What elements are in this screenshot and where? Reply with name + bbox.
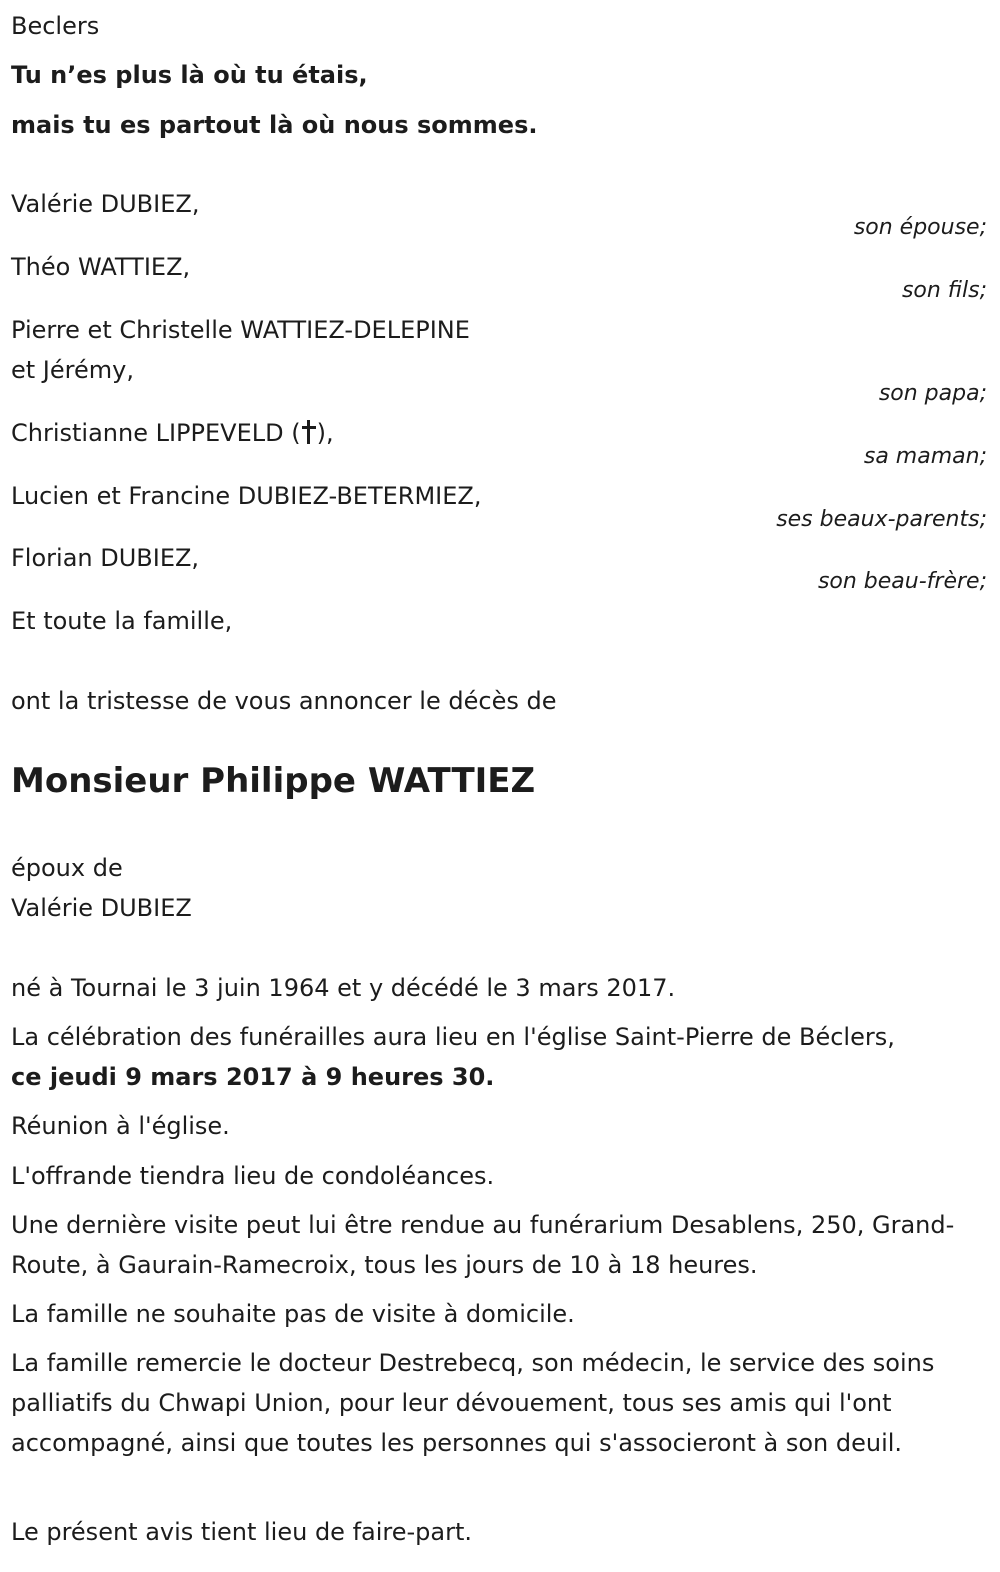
- family-member-relation: ses beaux-parents;: [776, 507, 987, 532]
- funeral-intro: La célébration des funérailles aura lieu en l'église Saint-Pierre de Béclers,: [11, 1023, 895, 1051]
- family-closing: Et toute la famille,: [11, 607, 233, 635]
- name-suffix: ),: [316, 419, 334, 447]
- family-member-relation: son papa;: [878, 381, 987, 406]
- meeting-info: Réunion à l'église.: [11, 1112, 230, 1140]
- family-member-relation: son fils;: [901, 278, 987, 303]
- family-member-name: Lucien et Francine DUBIEZ-BETERMIEZ,: [11, 482, 482, 510]
- verse-line-2: mais tu es partout là où nous sommes.: [11, 111, 538, 139]
- family-member-name-cont: et Jérémy,: [11, 356, 134, 384]
- spouse-label: époux de: [11, 854, 123, 882]
- spouse-name: Valérie DUBIEZ: [11, 894, 192, 922]
- funeral-date: ce jeudi 9 mars 2017 à 9 heures 30.: [11, 1063, 495, 1091]
- family-member-relation: son beau-frère;: [817, 569, 987, 594]
- family-member-name: Valérie DUBIEZ,: [11, 190, 200, 218]
- offering-info: L'offrande tiendra lieu de condoléances.: [11, 1162, 495, 1190]
- location: Beclers: [11, 12, 100, 40]
- verse-line-1: Tu n’es plus là où tu étais,: [11, 61, 368, 89]
- name-prefix: Christianne LIPPEVELD (: [11, 419, 301, 447]
- no-home-visit: La famille ne souhaite pas de visite à domicile.: [11, 1300, 575, 1328]
- deceased-name: Monsieur Philippe WATTIEZ: [11, 761, 536, 801]
- family-member-name: Pierre et Christelle WATTIEZ-DELEPINE: [11, 316, 470, 344]
- notice: Le présent avis tient lieu de faire-part.: [11, 1518, 473, 1546]
- family-member-name: Florian DUBIEZ,: [11, 544, 200, 572]
- family-member-relation: son épouse;: [853, 215, 987, 240]
- visit-info: Une dernière visite peut lui être rendue au funérarium Desablens, 250, Grand-Route, à Gaurain-Ramecroix, tous les jours de 10 à 18 heures.: [11, 1211, 955, 1279]
- family-member-relation: sa maman;: [863, 444, 987, 469]
- thanks: La famille remercie le docteur Destrebecq, son médecin, le service des soins palliatifs du Chwapi Union, pour leur dévouement, tous ses amis qui l'ont accompagné, ainsi que toutes les personnes qui s'associeront à son deuil.: [11, 1349, 935, 1457]
- cross-icon: [302, 420, 316, 444]
- family-member-name: [11, 413, 334, 453]
- family-member-name: Théo WATTIEZ,: [11, 253, 191, 281]
- announcement: ont la tristesse de vous annoncer le décès de: [11, 687, 557, 715]
- birth-death: né à Tournai le 3 juin 1964 et y décédé le 3 mars 2017.: [11, 974, 676, 1002]
